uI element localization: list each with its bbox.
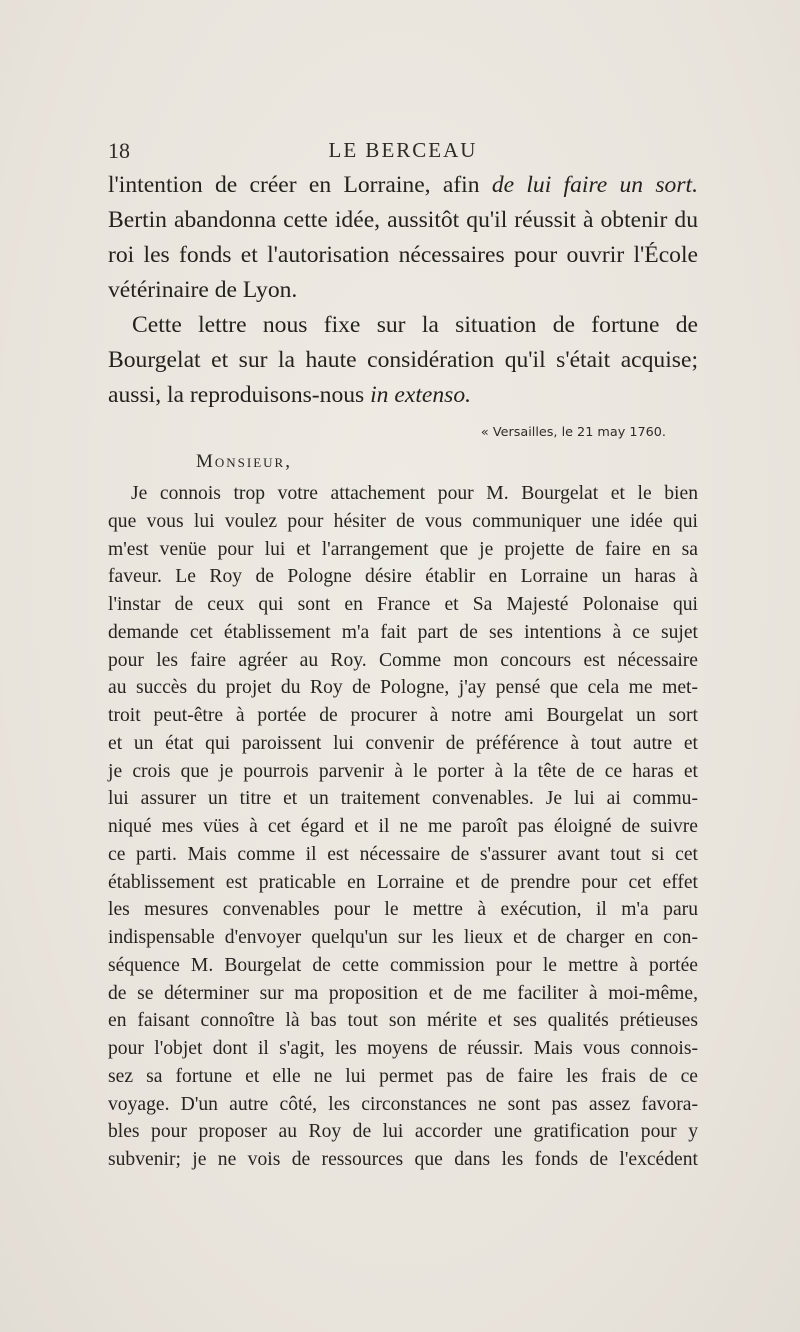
letter-line: de se déterminer sur ma proposition et de me faciliter à moi-même,: [108, 982, 698, 1004]
paragraph-continued: l'intention de créer en Lorraine, afin de lui faire un sort. Bertin abandonna cette idée, aussitôt qu'il réussit à obtenir du roi les fonds et l'autorisation nécessaires pour ouvrir l'École vétérinaire de Lyon.: [108, 172, 698, 303]
letter-line: demande cet établissement m'a fait part de ses intentions à ce sujet: [108, 621, 698, 643]
page-number: 18: [108, 138, 130, 163]
letter-line: niqué mes vües à cet égard et il ne me paroît pas éloigné de suivre: [108, 816, 698, 837]
letter-line: sez sa fortune et elle ne lui permet pas de faire les frais de ce: [108, 1065, 698, 1087]
letter-line: pour l'objet dont il s'agit, les moyens de réussir. Mais vous connois-: [108, 1038, 698, 1059]
letter-salutation: Monsieur,: [196, 451, 292, 472]
letter-line: je crois que je pourrois parvenir à le porter à la tête de ce haras et: [108, 760, 698, 782]
letter-line: pour les faire agréer au Roy. Comme mon concours est nécessaire: [108, 649, 698, 671]
letter-line: m'est venüe pour lui et l'arrangement que je projette de faire en sa: [108, 538, 698, 560]
letter-line: au succès du projet du Roy de Pologne, j'ay pensé que cela me met-: [108, 677, 698, 699]
body-text: [108, 168, 698, 413]
letter-dateline: « Versailles, le 21 may 1760.: [480, 425, 666, 440]
letter-line: lui assurer un titre et un traitement convenables. Je lui ai commu-: [108, 788, 698, 810]
letter-line: bles pour proposer au Roy de lui accorder une gratification pour y: [108, 1121, 698, 1143]
letter-line: voyage. D'un autre côté, les circonstances ne sont pas assez favora-: [108, 1093, 698, 1115]
letter-line: séquence M. Bourgelat de cette commission pour le mettre à portée: [108, 954, 698, 976]
page-header: [108, 138, 698, 168]
letter-body: [108, 480, 698, 1174]
italic-phrase: in extenso.: [370, 382, 472, 408]
paragraph-intro-letter: Cette lettre nous fixe sur la situation de fortune de Bourgelat et sur la haute considération qu'il s'était acquise; aussi, la reproduisons-nous in extenso.: [108, 312, 698, 408]
letter-line: l'instar de ceux qui sont en France et Sa Majesté Polonaise qui: [108, 594, 698, 615]
letter-line: troit peut-être à portée de procurer à notre ami Bourgelat un sort: [108, 705, 698, 726]
letter-line: les mesures convenables pour le mettre à exécution, il m'a paru: [108, 899, 698, 921]
letter-line: ce parti. Mais comme il est nécessaire de s'assurer avant tout si cet: [108, 843, 698, 865]
letter-line: que vous lui voulez pour hésiter de vous communiquer une idée qui: [108, 510, 698, 532]
running-title: LE BERCEAU: [328, 138, 478, 162]
italic-phrase: de lui faire un sort.: [491, 172, 698, 198]
letter-line: Je connois trop votre attachement pour M. Bourgelat et le bien: [131, 483, 698, 504]
letter-line: en faisant connoître là bas tout son mérite et ses qualités prétieuses: [108, 1010, 698, 1032]
letter-line: indispensable d'envoyer quelqu'un sur les lieux et de charger en con-: [108, 927, 698, 948]
letter-line: subvenir; je ne vois de ressources que dans les fonds de l'excédent: [108, 1149, 698, 1170]
letter-line: établissement est praticable en Lorraine et de prendre pour cet effet: [108, 871, 698, 893]
letter-line: faveur. Le Roy de Pologne désire établir en Lorraine un haras à: [108, 566, 698, 588]
letter-line: et un état qui paroissent lui convenir de préférence à tout autre et: [108, 732, 698, 754]
